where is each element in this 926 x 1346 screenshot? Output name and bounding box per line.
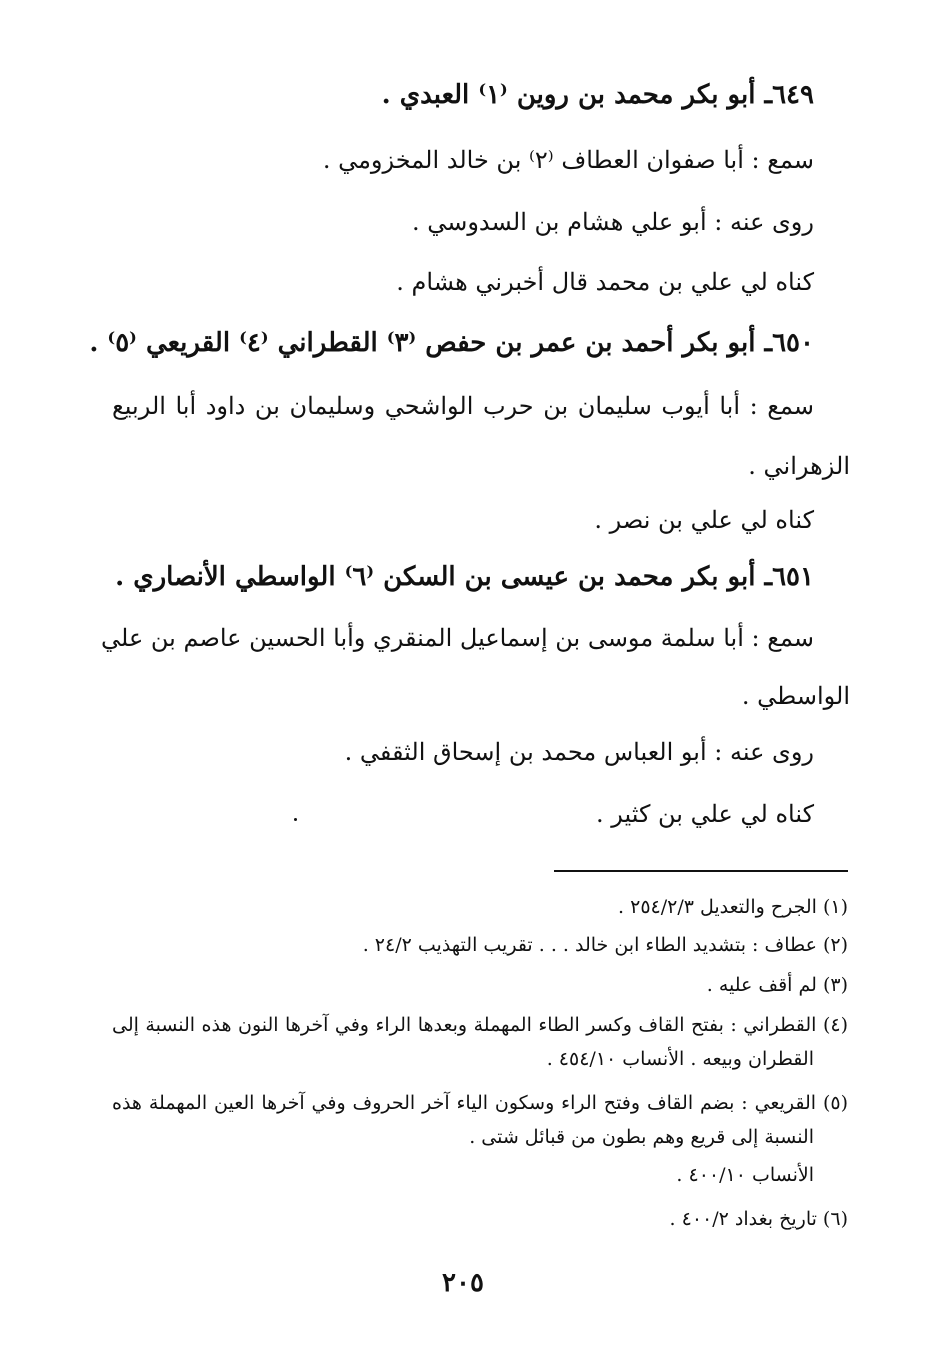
footnote: (٤) القطراني : بفتح القاف وكسر الطاء المهملة وبعدها الراء وفي آخرها النون هذه النسبة إلى bbox=[112, 1014, 848, 1036]
entry-line: سمع : أبا أيوب سليمان بن حرب الواشحي وسليمان بن داود أبا الربيع bbox=[112, 392, 814, 420]
entry-title: ٦٤٩ـ أبو بكر محمد بن روين ⁽١⁾ العبدي . bbox=[381, 80, 814, 110]
footnote: (٥) القريعي : بضم القاف وفتح الراء وسكون الياء آخر الحروف وفي آخرها العين المهملة هذه bbox=[112, 1092, 848, 1114]
footnote-continuation: القطران وبيعه . الأنساب ٤٥٤/١٠ . bbox=[546, 1048, 814, 1070]
entry-line: كناه لي علي بن كثير . bbox=[595, 800, 814, 828]
entry-line: كناه لي علي بن نصر . bbox=[594, 506, 814, 534]
entry-title: ٦٥٠ـ أبو بكر أحمد بن عمر بن حفص ⁽٣⁾ القطراني ⁽٤⁾ القريعي ⁽٥⁾ . bbox=[89, 328, 814, 358]
footnote-separator bbox=[554, 870, 848, 872]
entry-line: كناه لي علي بن محمد قال أخبرني هشام . bbox=[396, 268, 814, 296]
entry-line: سمع : أبا صفوان العطاف ⁽٢⁾ بن خالد المخزومي . bbox=[322, 146, 814, 174]
footnote-continuation: النسبة إلى قريع وهم بطون من قبائل شتى . bbox=[469, 1126, 814, 1148]
stray-mark bbox=[294, 818, 297, 821]
footnote: (٣) لم أقف عليه . bbox=[706, 974, 848, 996]
entry-title: ٦٥١ـ أبو بكر محمد بن عيسى بن السكن ⁽٦⁾ الواسطي الأنصاري . bbox=[115, 562, 814, 592]
entry-line: سمع : أبا سلمة موسى بن إسماعيل المنقري وأبا الحسين عاصم بن علي bbox=[101, 624, 814, 652]
footnote: (١) الجرح والتعديل ٢٥٤/٢/٣ . bbox=[618, 896, 848, 918]
footnote: (٢) عطاف : بتشديد الطاء ابن خالد . . . تقريب التهذيب ٢٤/٢ . bbox=[362, 934, 848, 956]
footnote-continuation: الأنساب ٤٠٠/١٠ . bbox=[676, 1164, 814, 1186]
page-number: ٢٠٥ bbox=[442, 1268, 484, 1298]
entry-line: الزهراني . bbox=[748, 452, 850, 480]
entry-line: الواسطي . bbox=[741, 682, 850, 710]
entry-line: روى عنه : أبو العباس محمد بن إسحاق الثقفي . bbox=[344, 738, 814, 766]
entry-line: روى عنه : أبو علي هشام بن السدوسي . bbox=[411, 208, 814, 236]
footnote: (٦) تاريخ بغداد ٤٠٠/٢ . bbox=[669, 1208, 848, 1230]
